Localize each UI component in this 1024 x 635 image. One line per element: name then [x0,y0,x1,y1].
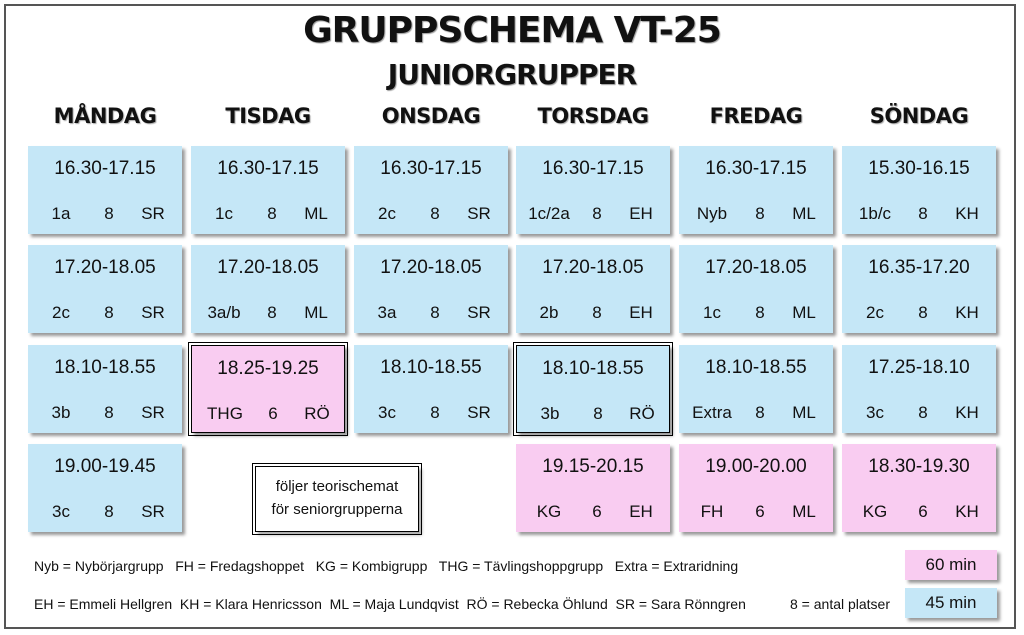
session-group: 1c [215,204,233,223]
day-header-thursday: TORSDAG [537,104,649,128]
session-leader: ML [304,303,328,322]
note-line-2: för seniorgrupperna [271,501,403,518]
session-places: 8 [918,303,928,322]
session-time: 19.00-19.45 [54,456,156,477]
session-group: 1c [703,303,721,322]
session-group: 1a [51,204,71,223]
schedule-cell-friday-3 [679,345,833,433]
session-time: 17.20-18.05 [542,257,644,278]
legend-places: 8 = antal platser [790,596,891,612]
session-places: 8 [918,403,928,422]
schedule-cell-thursday-3 [516,345,670,433]
session-places: 8 [104,303,114,322]
legend-leaders: EH = Emmeli Hellgren KH = Klara Henricsson ML = Maja Lundqvist RÖ = Rebecka Öhlund SR = Sara Rönngren [34,596,746,612]
session-group: 3c [52,502,70,521]
session-time: 16.30-17.15 [542,158,644,179]
day-header-friday: FREDAG [709,104,803,128]
schedule-cell-wednesday-3 [354,345,508,433]
session-group: 2b [539,303,559,322]
day-header-sunday: SÖNDAG [869,104,969,128]
session-time: 16.30-17.15 [705,158,807,179]
session-leader: ML [792,403,816,422]
session-leader: SR [141,303,165,322]
session-time: 19.15-20.15 [542,456,644,477]
session-time: 16.30-17.15 [380,158,482,179]
session-places: 8 [104,204,114,223]
session-places: 8 [267,204,277,223]
session-leader: KH [955,403,979,422]
session-time: 17.20-18.05 [217,257,319,278]
session-group: 3a/b [207,303,241,322]
note-line-1: följer teorischemat [275,478,399,495]
session-places: 8 [592,204,602,223]
session-time: 15.30-16.15 [868,158,970,179]
session-leader: EH [629,303,653,322]
schedule-cell-wednesday-1 [354,146,508,234]
session-time: 17.20-18.05 [54,257,156,278]
session-leader: EH [629,204,653,223]
duration-45-badge: 45 min [905,588,997,618]
session-places: 8 [267,303,277,322]
session-places: 8 [104,502,114,521]
session-leader: RÖ [304,404,330,423]
session-group: 3c [378,403,396,422]
session-time: 18.30-19.30 [868,456,970,477]
session-group: 1c/2a [528,204,570,223]
session-leader: SR [141,502,165,521]
session-time: 18.10-18.55 [705,357,807,378]
session-time: 16.30-17.15 [54,158,156,179]
session-leader: SR [467,204,491,223]
schedule-cell-monday-2 [28,245,182,333]
schedule-cell-friday-1 [679,146,833,234]
legend-groups: Nyb = Nybörjargrupp FH = Fredagshoppet KG = Kombigrupp THG = Tävlingshoppgrupp Extra = Extraridning [34,558,739,574]
session-leader: ML [304,204,328,223]
day-header-tuesday: TISDAG [225,104,311,128]
session-group: FH [700,502,724,521]
schedule-cell-monday-3 [28,345,182,433]
session-group: KG [536,502,562,521]
schedule-cell-sunday-2 [842,245,996,333]
session-time: 18.10-18.55 [542,358,644,379]
session-time: 17.20-18.05 [380,257,482,278]
schedule-cell-wednesday-2 [354,245,508,333]
session-leader: KH [955,204,979,223]
schedule-cell-sunday-3 [842,345,996,433]
session-leader: ML [792,204,816,223]
session-places: 8 [592,303,602,322]
session-time: 16.35-17.20 [868,257,970,278]
session-time: 19.00-20.00 [705,456,807,477]
session-places: 6 [755,502,765,521]
session-leader: ML [792,502,816,521]
theory-schedule-note [255,466,419,532]
duration-60-badge: 60 min [905,550,997,580]
session-places: 6 [592,502,602,521]
session-leader: KH [955,303,979,322]
schedule-cell-sunday-1 [842,146,996,234]
session-group: 2c [378,204,396,223]
session-leader: KH [955,502,979,521]
page-title: GRUPPSCHEMA VT-25 [303,10,721,51]
day-header-wednesday: ONSDAG [381,104,481,128]
schedule-cell-friday-4 [679,444,833,532]
session-time: 18.10-18.55 [54,357,156,378]
session-leader: ML [792,303,816,322]
schedule-cell-thursday-1 [516,146,670,234]
session-group: KG [862,502,888,521]
session-leader: EH [629,502,653,521]
session-places: 8 [430,303,440,322]
schedule-cell-monday-1 [28,146,182,234]
schedule-cell-thursday-4 [516,444,670,532]
session-group: 2c [52,303,70,322]
session-places: 8 [104,403,114,422]
schedule-cell-thursday-2 [516,245,670,333]
session-group: Nyb [696,204,728,223]
session-places: 6 [268,404,278,423]
session-time: 17.20-18.05 [705,257,807,278]
schedule-cell-monday-4 [28,444,182,532]
session-group: 3a [377,303,397,322]
session-group: 3b [51,403,71,422]
session-places: 8 [918,204,928,223]
session-places: 6 [918,502,928,521]
session-time: 17.25-18.10 [868,357,970,378]
session-time: 18.10-18.55 [380,357,482,378]
schedule-cell-tuesday-1 [191,146,345,234]
session-leader: SR [467,303,491,322]
session-group: Extra [692,403,732,422]
session-places: 8 [755,204,765,223]
session-leader: SR [467,403,491,422]
session-group: 3c [866,403,884,422]
day-header-monday: MÅNDAG [53,104,157,128]
session-leader: RÖ [629,404,655,423]
session-leader: SR [141,403,165,422]
session-group: 2c [866,303,884,322]
session-time: 16.30-17.15 [217,158,319,179]
session-group: THG [207,404,243,423]
page-subtitle: JUNIORGRUPPER [387,58,637,91]
schedule-cell-friday-2 [679,245,833,333]
session-group: 3b [540,404,560,423]
session-leader: SR [141,204,165,223]
schedule-cell-tuesday-2 [191,245,345,333]
schedule-cell-sunday-4 [842,444,996,532]
session-places: 8 [593,404,603,423]
session-places: 8 [430,204,440,223]
session-places: 8 [755,403,765,422]
session-time: 18.25-19.25 [217,358,319,379]
session-group: 1b/c [858,204,892,223]
session-places: 8 [755,303,765,322]
session-places: 8 [430,403,440,422]
schedule-cell-tuesday-3 [191,345,345,433]
